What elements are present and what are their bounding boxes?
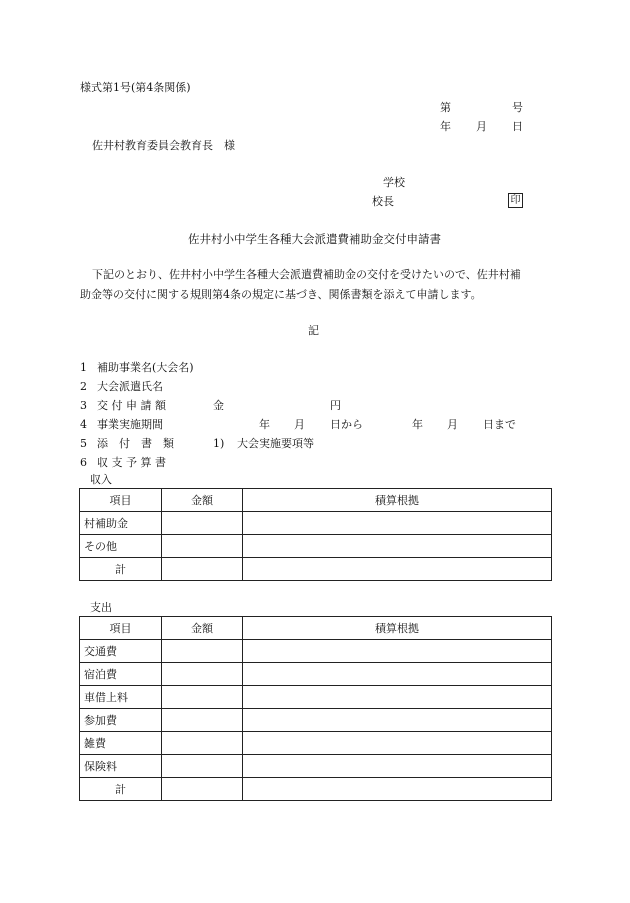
item-4-day-from: 日から bbox=[330, 418, 363, 431]
expense-header-item: 項目 bbox=[80, 617, 162, 640]
expense-row-label: 保険料 bbox=[80, 755, 162, 778]
income-table bbox=[79, 488, 552, 581]
income-row-label: その他 bbox=[80, 535, 162, 558]
expense-amount-cell[interactable] bbox=[162, 732, 243, 755]
expense-row-label: 参加費 bbox=[80, 709, 162, 732]
item-5-sub-num: 1) bbox=[213, 437, 225, 450]
income-heading: 収入 bbox=[90, 473, 112, 486]
ki-heading: 記 bbox=[308, 324, 319, 337]
number-dai: 第 bbox=[440, 101, 451, 114]
school-label: 学校 bbox=[383, 176, 405, 189]
expense-basis-cell[interactable] bbox=[243, 686, 552, 709]
expense-basis-cell[interactable] bbox=[243, 640, 552, 663]
table-row bbox=[80, 663, 552, 686]
expense-header-amount: 金額 bbox=[162, 617, 243, 640]
seal-label: 印 bbox=[508, 193, 523, 208]
income-amount-cell[interactable] bbox=[162, 535, 243, 558]
income-row-label: 村補助金 bbox=[80, 512, 162, 535]
addressee: 佐井村教育委員会教育長 様 bbox=[92, 139, 235, 152]
table-row bbox=[80, 640, 552, 663]
expense-table bbox=[79, 616, 552, 801]
expense-basis-cell[interactable] bbox=[243, 709, 552, 732]
item-3-kin: 金 bbox=[213, 399, 224, 412]
expense-basis-cell[interactable] bbox=[243, 732, 552, 755]
expense-row-label: 宿泊費 bbox=[80, 663, 162, 686]
income-header-row bbox=[80, 489, 552, 512]
expense-basis-cell[interactable] bbox=[243, 663, 552, 686]
item-3-label: 交 付 申 請 額 bbox=[97, 399, 166, 412]
expense-basis-cell[interactable] bbox=[243, 755, 552, 778]
item-6-label: 収 支 予 算 書 bbox=[97, 456, 166, 469]
expense-row-label: 交通費 bbox=[80, 640, 162, 663]
item-1-label: 補助事業名(大会名) bbox=[97, 361, 194, 374]
form-id: 様式第1号(第4条関係) bbox=[80, 81, 191, 94]
item-5-num: 5 bbox=[80, 437, 87, 450]
item-5-sub-label: 大会実施要項等 bbox=[237, 437, 314, 450]
expense-amount-cell[interactable] bbox=[162, 640, 243, 663]
table-row bbox=[80, 709, 552, 732]
table-row bbox=[80, 755, 552, 778]
item-4-year-1: 年 bbox=[259, 418, 270, 431]
document-title: 佐井村小中学生各種大会派遣費補助金交付申請書 bbox=[188, 232, 441, 246]
item-4-label: 事業実施期間 bbox=[97, 418, 163, 431]
item-3-num: 3 bbox=[80, 399, 87, 412]
date-year: 年 bbox=[440, 120, 451, 133]
expense-total-basis[interactable] bbox=[243, 778, 552, 801]
expense-total-row bbox=[80, 778, 552, 801]
item-4-num: 4 bbox=[80, 418, 87, 431]
expense-amount-cell[interactable] bbox=[162, 663, 243, 686]
income-total-label: 計 bbox=[80, 558, 162, 581]
number-go: 号 bbox=[512, 101, 523, 114]
expense-amount-cell[interactable] bbox=[162, 755, 243, 778]
table-row bbox=[80, 732, 552, 755]
expense-row-label: 雑費 bbox=[80, 732, 162, 755]
income-basis-cell[interactable] bbox=[243, 535, 552, 558]
item-2-num: 2 bbox=[80, 380, 87, 393]
expense-total-label: 計 bbox=[80, 778, 162, 801]
date-day: 日 bbox=[512, 120, 523, 133]
body-line-1: 下記のとおり、佐井村小中学生各種大会派遣費補助金の交付を受けたいので、佐井村補 bbox=[92, 268, 521, 281]
item-4-year-2: 年 bbox=[412, 418, 423, 431]
item-3-yen: 円 bbox=[330, 399, 341, 412]
seal-mark bbox=[508, 193, 523, 208]
income-header-amount: 金額 bbox=[162, 489, 243, 512]
item-4-month-1: 月 bbox=[294, 418, 305, 431]
expense-amount-cell[interactable] bbox=[162, 686, 243, 709]
expense-row-label: 車借上料 bbox=[80, 686, 162, 709]
income-header-basis: 積算根拠 bbox=[243, 489, 552, 512]
income-header-item: 項目 bbox=[80, 489, 162, 512]
expense-heading: 支出 bbox=[90, 601, 112, 614]
date-month: 月 bbox=[476, 120, 487, 133]
item-6-num: 6 bbox=[80, 456, 87, 469]
body-line-2: 助金等の交付に関する規則第4条の規定に基づき、関係書類を添えて申請します。 bbox=[80, 288, 482, 301]
item-2-label: 大会派遣氏名 bbox=[97, 380, 163, 393]
expense-header-row bbox=[80, 617, 552, 640]
income-total-amount[interactable] bbox=[162, 558, 243, 581]
income-basis-cell[interactable] bbox=[243, 512, 552, 535]
expense-total-amount[interactable] bbox=[162, 778, 243, 801]
income-total-basis[interactable] bbox=[243, 558, 552, 581]
item-4-month-2: 月 bbox=[447, 418, 458, 431]
principal-label: 校長 bbox=[372, 195, 394, 208]
item-5-label: 添 付 書 類 bbox=[97, 437, 174, 450]
expense-amount-cell[interactable] bbox=[162, 709, 243, 732]
expense-header-basis: 積算根拠 bbox=[243, 617, 552, 640]
table-row bbox=[80, 686, 552, 709]
item-1-num: 1 bbox=[80, 361, 87, 374]
table-row bbox=[80, 535, 552, 558]
table-row bbox=[80, 512, 552, 535]
income-amount-cell[interactable] bbox=[162, 512, 243, 535]
income-total-row bbox=[80, 558, 552, 581]
item-4-day-until: 日まで bbox=[483, 418, 516, 431]
